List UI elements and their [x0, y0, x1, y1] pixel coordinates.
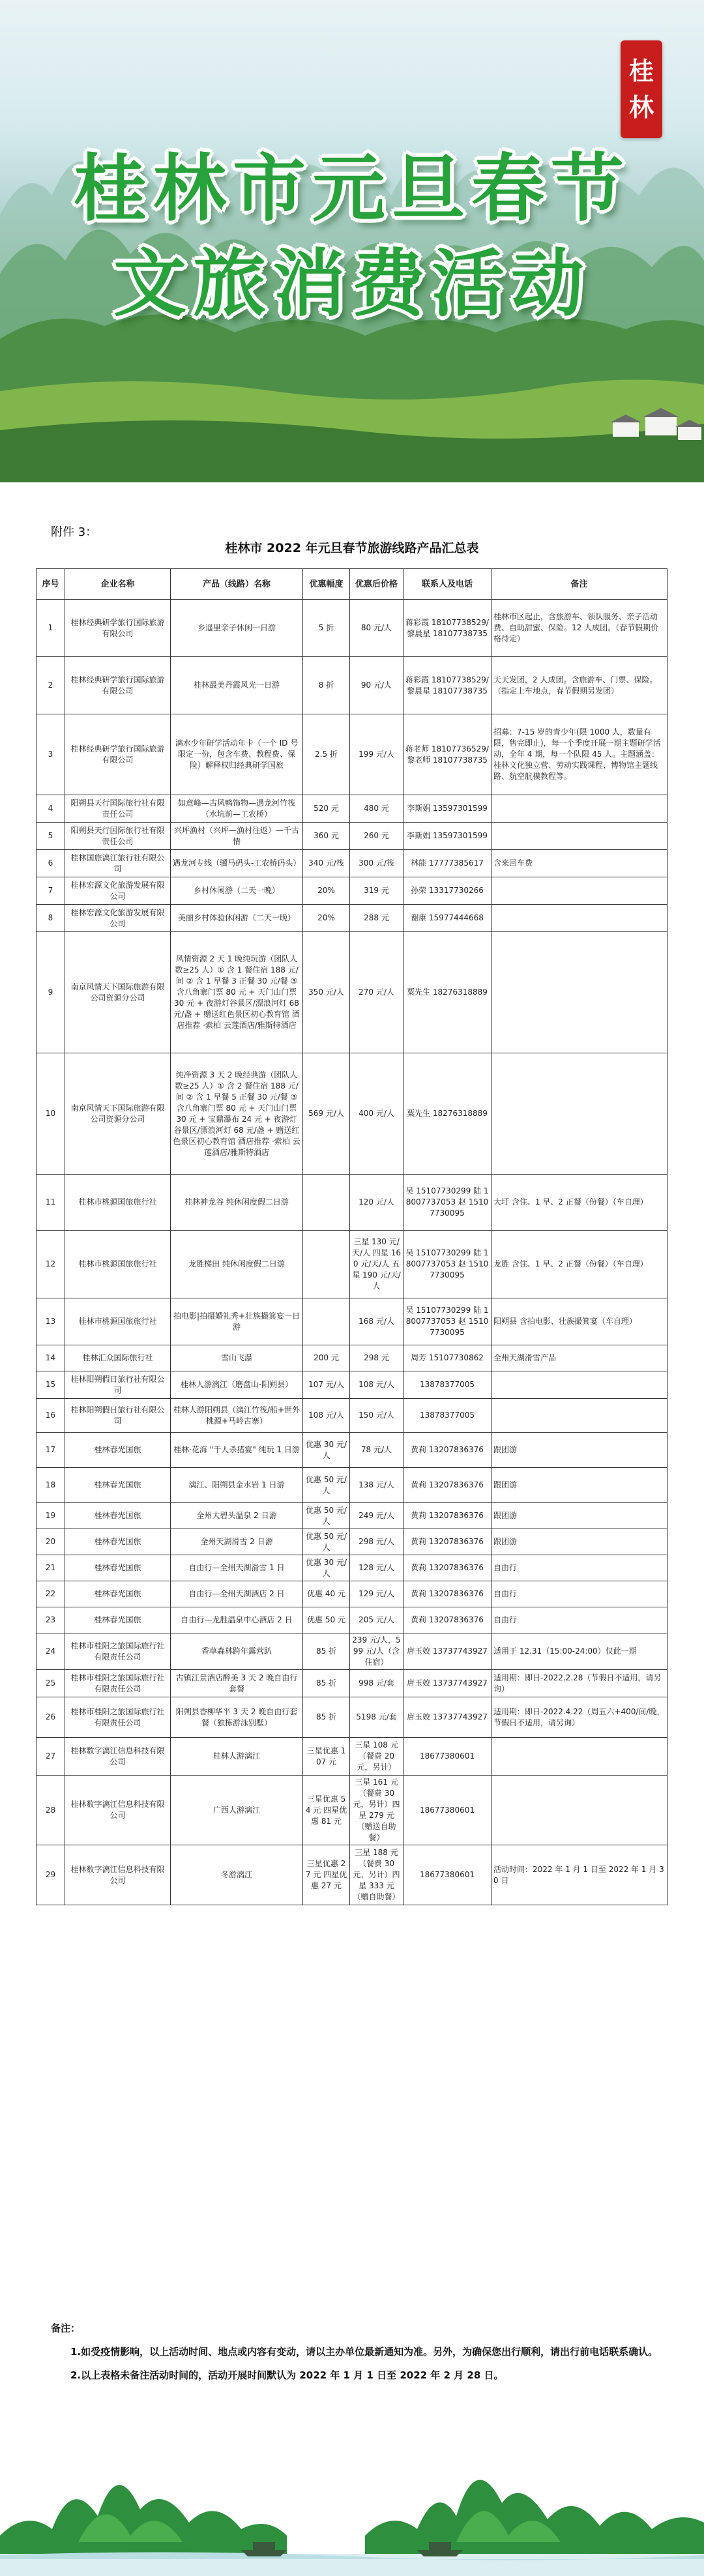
- cell-note: [491, 1399, 667, 1433]
- notes-section: [51, 2317, 664, 2387]
- cell-no: 19: [37, 1503, 65, 1529]
- table-header-row: [37, 569, 667, 600]
- cell-product: 乡遥里亲子休闲一日游: [171, 600, 303, 657]
- cell-no: 24: [37, 1633, 65, 1670]
- cell-contact: 18677380601: [403, 1738, 491, 1776]
- cell-note: 跟团游: [491, 1503, 667, 1529]
- table-row: [37, 1529, 667, 1555]
- cell-company: 桂林经典研学旅行国际旅游有限公司: [65, 714, 171, 795]
- cell-discount: 优惠 30 元/人: [303, 1555, 350, 1581]
- table-row: [37, 905, 667, 932]
- cell-product: 龙胜梯田 纯休闲度假二日游: [171, 1231, 303, 1298]
- cell-product: 桂林最美丹霞风光一日游: [171, 657, 303, 714]
- header-note: 备注: [491, 569, 667, 600]
- header-price: 优惠后价格: [350, 569, 403, 600]
- table-row: [37, 714, 667, 795]
- cell-company: 桂林数字漓江信息科技有限公司: [65, 1845, 171, 1905]
- cell-no: 21: [37, 1555, 65, 1581]
- cell-contact: 黄莉 13207836376: [403, 1503, 491, 1529]
- table-row: [37, 600, 667, 657]
- cell-contact: 13878377005: [403, 1371, 491, 1399]
- table-row: [37, 823, 667, 850]
- cell-company: 桂林春光国旅: [65, 1503, 171, 1529]
- cell-contact: 唐玉姣 13737743927: [403, 1670, 491, 1697]
- cell-price: 三星 108 元（餐费 20 元，另计）: [350, 1738, 403, 1776]
- cell-note: 桂林市区起止，含旅游车、领队服务、亲子活动费、自助甜蜜、保险。12 人成团。（春节假期价格待定）: [491, 600, 667, 657]
- cell-discount: 200 元: [303, 1345, 350, 1371]
- table-row: [37, 1633, 667, 1670]
- cell-price: 150 元/人: [350, 1399, 403, 1433]
- cell-no: 15: [37, 1371, 65, 1399]
- cell-no: 25: [37, 1670, 65, 1697]
- cell-discount: [303, 1231, 350, 1298]
- table-row: [37, 1581, 667, 1607]
- cell-discount: 520 元: [303, 795, 350, 823]
- cell-product: 纯净资源 3 天 2 晚经典游（团队人数≥25 人）① 含 2 餐住宿 188 元/间 ② 含 1 早餐 5 正餐 30 元/餐 ③ 含八角寨门票 80 元 + 天门山门票 30 元 + 宝鼎瀑布 24 元 + 夜游灯谷景区/漂浪河灯 68 元/盏 + 赠送红色景区初心教育馆 酒店推荐 ·索柏 云莲酒店/雅斯特酒店: [171, 1053, 303, 1175]
- cell-company: 桂林市桃源国旅旅行社: [65, 1298, 171, 1345]
- cell-price: 168 元/人: [350, 1298, 403, 1345]
- cell-product: 自由行—全州天湖酒店 2 日: [171, 1581, 303, 1607]
- cell-no: 4: [37, 795, 65, 823]
- hero-banner: [0, 0, 704, 482]
- cell-note: 适用期：即日-2022.2.28（节假日不适用，请另询）: [491, 1670, 667, 1697]
- cell-price: 138 元/人: [350, 1468, 403, 1503]
- cell-contact: 吴 15107730299 陆 18007737053 赵 15107730095: [403, 1175, 491, 1231]
- cell-discount: 优惠 50 元: [303, 1607, 350, 1633]
- cell-price: 90 元/人: [350, 657, 403, 714]
- cell-product: 广西人游漓江: [171, 1776, 303, 1845]
- cell-product: 全州天湖滑雪 2 日游: [171, 1529, 303, 1555]
- cell-contact: 黄莉 13207836376: [403, 1468, 491, 1503]
- cell-discount: 优惠 50 元/人: [303, 1468, 350, 1503]
- cell-price: 249 元/人: [350, 1503, 403, 1529]
- table-row: [37, 1231, 667, 1298]
- cell-discount: 8 折: [303, 657, 350, 714]
- cell-company: 桂林数字漓江信息科技有限公司: [65, 1738, 171, 1776]
- cell-discount: 108 元/人: [303, 1399, 350, 1433]
- cell-product: 雪山飞瀑: [171, 1345, 303, 1371]
- cell-company: 桂林市桂阳之旅国际旅行社有限责任公司: [65, 1697, 171, 1738]
- cell-product: 自由行—龙胜温泉中心酒店 2 日: [171, 1607, 303, 1633]
- cell-product: 桂林·花海 "千人杀猪宴" 纯玩 1 日游: [171, 1433, 303, 1468]
- cell-no: 18: [37, 1468, 65, 1503]
- cell-note: 龙胜 含住、1 早、2 正餐（份餐）（车自理）: [491, 1231, 667, 1298]
- cell-note: 全州天湖滑雪产品: [491, 1345, 667, 1371]
- table-row: [37, 1175, 667, 1231]
- cell-price: 260 元: [350, 823, 403, 850]
- cell-discount: 优惠 40 元: [303, 1581, 350, 1607]
- header-product: 产品（线路）名称: [171, 569, 303, 600]
- cell-price: 239 元/人，599 元/人（含住宿）: [350, 1633, 403, 1670]
- cell-discount: 360 元: [303, 823, 350, 850]
- cell-contact: 吴 15107730299 陆 18007737053 赵 15107730095: [403, 1231, 491, 1298]
- cell-price: 120 元/人: [350, 1175, 403, 1231]
- table-row: [37, 1697, 667, 1738]
- table-row: [37, 1503, 667, 1529]
- cell-no: 16: [37, 1399, 65, 1433]
- cell-company: 南京风情天下国际旅游有限公司资源分公司: [65, 1053, 171, 1175]
- cell-discount: 340 元/筏: [303, 850, 350, 877]
- cell-discount: 三星优惠 107 元: [303, 1738, 350, 1776]
- cell-product: 桂林神龙谷 纯休闲度假二日游: [171, 1175, 303, 1231]
- cell-note: 自由行: [491, 1607, 667, 1633]
- table-row: [37, 1345, 667, 1371]
- cell-contact: 黄莉 13207836376: [403, 1529, 491, 1555]
- cell-product: 自由行—全州天湖滑雪 1 日: [171, 1555, 303, 1581]
- cell-company: 桂林春光国旅: [65, 1607, 171, 1633]
- cell-contact: 林能 17777385617: [403, 850, 491, 877]
- table-row: [37, 932, 667, 1053]
- cell-product: 遇龙河专线（骥马码头-工农桥码头）: [171, 850, 303, 877]
- cell-product: 美丽乡村体验休闲游（二天一晚）: [171, 905, 303, 932]
- table-row: [37, 1399, 667, 1433]
- cell-note: [491, 932, 667, 1053]
- cell-note: 适用期：即日-2022.4.22（周五六+400/间/晚，节假日不适用，请另询）: [491, 1697, 667, 1738]
- cell-price: 298 元: [350, 1345, 403, 1371]
- cell-note: [491, 823, 667, 850]
- note-item-1: 1.如受疫情影响，以上活动时间、地点或内容有变动，请以主办单位最新通知为准。另外，为确保您出行顺利，请出行前电话联系确认。: [70, 2346, 658, 2358]
- cell-no: 6: [37, 850, 65, 877]
- cell-no: 8: [37, 905, 65, 932]
- table-row: [37, 877, 667, 905]
- cell-contact: 黄莉 13207836376: [403, 1607, 491, 1633]
- cell-price: 270 元/人: [350, 932, 403, 1053]
- cell-no: 28: [37, 1776, 65, 1845]
- cell-company: 桂林市桂阳之旅国际旅行社有限责任公司: [65, 1633, 171, 1670]
- cell-company: 阳朔县天行国际旅行社有限责任公司: [65, 823, 171, 850]
- cell-no: 7: [37, 877, 65, 905]
- cell-discount: [303, 1175, 350, 1231]
- table-row: [37, 1607, 667, 1633]
- cell-product: 兴坪漁村（兴坪—漁村往返）—千古情: [171, 823, 303, 850]
- cell-price: 三星 161 元（餐费 30 元，另计）四星 279 元（赠送自助餐）: [350, 1776, 403, 1845]
- cell-company: 桂林经典研学旅行国际旅游有限公司: [65, 657, 171, 714]
- cell-product: 漓水少年研学活动年卡（一个 ID 号限定一份，包含车费、教程费、保险）解释权归经典研学国旅: [171, 714, 303, 795]
- cell-note: [491, 1738, 667, 1776]
- cell-no: 13: [37, 1298, 65, 1345]
- cell-company: 桂林春光国旅: [65, 1468, 171, 1503]
- cell-discount: 优惠 50 元/人: [303, 1529, 350, 1555]
- cell-price: 5198 元/套: [350, 1697, 403, 1738]
- cell-company: 桂林阳朔假日旅行社有限公司: [65, 1371, 171, 1399]
- banner-title-line-1: 桂林市元旦春节: [74, 147, 630, 231]
- guilin-seal-logo: [621, 40, 662, 138]
- cell-contact: 黄莉 13207836376: [403, 1555, 491, 1581]
- cell-product: 桂林人游漓江: [171, 1738, 303, 1776]
- header-contact: 联系人及电话: [403, 569, 491, 600]
- cell-price: 205 元/人: [350, 1607, 403, 1633]
- cell-no: 9: [37, 932, 65, 1053]
- table-row: [37, 795, 667, 823]
- banner-title-line-2: 文旅消费活动: [113, 242, 591, 327]
- cell-contact: 蒋彩霞 18107738529/黎晨星 18107738735: [403, 600, 491, 657]
- cell-company: 南京风情天下国际旅游有限公司资源分公司: [65, 932, 171, 1053]
- cell-discount: 5 折: [303, 600, 350, 657]
- cell-price: 80 元/人: [350, 600, 403, 657]
- cell-company: 桂林汇众国际旅行社: [65, 1345, 171, 1371]
- cell-product: 全州大碧头温泉 2 日游: [171, 1503, 303, 1529]
- table-row: [37, 1053, 667, 1175]
- cell-price: 199 元/人: [350, 714, 403, 795]
- table-row: [37, 1670, 667, 1697]
- footer-decoration: [0, 2438, 704, 2576]
- cell-note: 含来回车费: [491, 850, 667, 877]
- table-row: [37, 1298, 667, 1345]
- cell-note: 跟团游: [491, 1433, 667, 1468]
- cell-note: 自由行: [491, 1581, 667, 1607]
- cell-discount: 85 折: [303, 1633, 350, 1670]
- cell-contact: 吴 15107730299 陆 18007737053 赵 15107730095: [403, 1298, 491, 1345]
- cell-note: 跟团游: [491, 1468, 667, 1503]
- cell-company: 桂林春光国旅: [65, 1433, 171, 1468]
- cell-contact: 谢康 15977444668: [403, 905, 491, 932]
- table-row: [37, 850, 667, 877]
- cell-note: [491, 877, 667, 905]
- cell-price: 400 元/人: [350, 1053, 403, 1175]
- cell-price: 480 元: [350, 795, 403, 823]
- cell-discount: 三星优惠 54 元 四星优惠 81 元: [303, 1776, 350, 1845]
- cell-discount: 85 折: [303, 1670, 350, 1697]
- cell-note: 招募：7-15 岁的青少年(限 1000 人，数量有限，售完即止)，每一个季度开展一期主题研学活动，全年 4 期，每一个队限 45 人。主题涵盖：桂林文化独立营、劳动实践课程、博物馆主题线路、航空航模教程等。: [491, 714, 667, 795]
- cell-company: 阳朔县天行国际旅行社有限责任公司: [65, 795, 171, 823]
- cell-note: 自由行: [491, 1555, 667, 1581]
- cell-note: [491, 905, 667, 932]
- cell-product: 漓江、阳朔县金水岩 1 日游: [171, 1468, 303, 1503]
- cell-no: 14: [37, 1345, 65, 1371]
- cell-discount: 350 元/人: [303, 932, 350, 1053]
- cell-note: 活动时间：2022 年 1 月 1 日至 2022 年 1 月 30 日: [491, 1845, 667, 1905]
- cell-contact: 唐玉姣 13737743927: [403, 1633, 491, 1670]
- cell-no: 20: [37, 1529, 65, 1555]
- cell-price: 108 元/人: [350, 1371, 403, 1399]
- cell-price: 998 元/套: [350, 1670, 403, 1697]
- cell-no: 3: [37, 714, 65, 795]
- table-body: [37, 600, 667, 1905]
- cell-product: 古镇江景酒店醉美 3 天 2 晚自由行套餐: [171, 1670, 303, 1697]
- cell-note: [491, 1776, 667, 1845]
- cell-note: [491, 1053, 667, 1175]
- table-row: [37, 1433, 667, 1468]
- table-row: [37, 1555, 667, 1581]
- cell-company: 桂林春光国旅: [65, 1555, 171, 1581]
- cell-discount: 优惠 50 元/人: [303, 1503, 350, 1529]
- cell-discount: 优惠 30 元/人: [303, 1433, 350, 1468]
- cell-price: 298 元/人: [350, 1529, 403, 1555]
- cell-no: 23: [37, 1607, 65, 1633]
- cell-product: 香草森林跨年露营趴: [171, 1633, 303, 1670]
- annex-label: 附件 3：: [51, 525, 98, 539]
- seal-char-1: 桂: [628, 56, 654, 85]
- cell-no: 27: [37, 1738, 65, 1776]
- cell-discount: 20%: [303, 905, 350, 932]
- cell-discount: 569 元/人: [303, 1053, 350, 1175]
- notes-heading: 备注：: [51, 2322, 81, 2334]
- header-no: 序号: [37, 569, 65, 600]
- cell-contact: 李斯娟 13597301599: [403, 795, 491, 823]
- cell-note: [491, 795, 667, 823]
- cell-contact: 粟先生 18276318889: [403, 932, 491, 1053]
- cell-company: 桂林数字漓江信息科技有限公司: [65, 1776, 171, 1845]
- cell-price: 三星 188 元（餐费 30 元，另计）四星 333 元（赠自助餐）: [350, 1845, 403, 1905]
- table-row: [37, 1776, 667, 1845]
- cell-note: 阳朔县 含拍电影、壮族撮箕宴（车自理）: [491, 1298, 667, 1345]
- cell-note: 天天发团，2 人成团。含旅游车、门票、保险。（指定上车地点，春节假期另发团）: [491, 657, 667, 714]
- table-row: [37, 1845, 667, 1905]
- cell-no: 10: [37, 1053, 65, 1175]
- product-table: [36, 568, 667, 1905]
- cell-discount: 三星优惠 27 元 四星优惠 27 元: [303, 1845, 350, 1905]
- table-row: [37, 1738, 667, 1776]
- cell-contact: 周芳 15107730862: [403, 1345, 491, 1371]
- cell-no: 5: [37, 823, 65, 850]
- cell-product: 风情资源 2 天 1 晚纯玩游（团队人数≥25 人）① 含 1 餐住宿 188 元/间 ② 含 1 早餐 3 正餐 30 元/餐 ③ 含八角寨门票 80 元 + 天门山门票 30 元 + 夜游灯谷景区/漂浪河灯 68 元/盏 + 赠送红色景区初心教育馆 酒店推荐 ·索柏 云莲酒店/雅斯特酒店: [171, 932, 303, 1053]
- table-row: [37, 1371, 667, 1399]
- header-company: 企业名称: [65, 569, 171, 600]
- table-row: [37, 657, 667, 714]
- table-row: [37, 1468, 667, 1503]
- cell-contact: 黄莉 13207836376: [403, 1433, 491, 1468]
- footer-karst-hills-illustration: [0, 2438, 704, 2576]
- cell-contact: 李斯娟 13597301599: [403, 823, 491, 850]
- cell-contact: 蒋彩霞 18107738529/黎晨星 18107738735: [403, 657, 491, 714]
- cell-contact: 唐玉姣 13737743927: [403, 1697, 491, 1738]
- cell-product: 冬游漓江: [171, 1845, 303, 1905]
- cell-price: 300 元/筏: [350, 850, 403, 877]
- cell-company: 桂林国旅漓江旅行社有限公司: [65, 850, 171, 877]
- cell-company: 桂林宏源文化旅游发展有限公司: [65, 877, 171, 905]
- cell-price: 三星 130 元/天/人 四星 160 元/天/人 五星 190 元/天/人: [350, 1231, 403, 1298]
- cell-note: [491, 1371, 667, 1399]
- cell-product: 桂林人游阳朔县（漓江竹筏/船+世外桃源+马岭古寨）: [171, 1399, 303, 1433]
- cell-company: 桂林春光国旅: [65, 1529, 171, 1555]
- cell-no: 26: [37, 1697, 65, 1738]
- cell-product: 阳朔县香柳华平 3 天 2 晚自由行套餐（独栋游泳别墅）: [171, 1697, 303, 1738]
- cell-discount: [303, 1298, 350, 1345]
- cell-company: 桂林市桃源国旅旅行社: [65, 1231, 171, 1298]
- cell-discount: 85 折: [303, 1697, 350, 1738]
- cell-contact: 蒋老师 18107736529/黎老师 18107738735: [403, 714, 491, 795]
- cell-no: 12: [37, 1231, 65, 1298]
- cell-company: 桂林经典研学旅行国际旅游有限公司: [65, 600, 171, 657]
- cell-note: 适用于 12.31（15:00-24:00）仅此一期: [491, 1633, 667, 1670]
- cell-no: 22: [37, 1581, 65, 1607]
- cell-note: 大圩 含住、1 早、2 正餐（份餐）（车自理）: [491, 1175, 667, 1231]
- cell-no: 11: [37, 1175, 65, 1231]
- cell-contact: 13878377005: [403, 1399, 491, 1433]
- cell-price: 128 元/人: [350, 1555, 403, 1581]
- seal-char-2: 林: [628, 93, 654, 122]
- cell-discount: 20%: [303, 877, 350, 905]
- cell-company: 桂林春光国旅: [65, 1581, 171, 1607]
- cell-product: 如意峰—古风鸭饰物—遇龙河竹筏（水坑前—工农桥）: [171, 795, 303, 823]
- cell-price: 78 元/人: [350, 1433, 403, 1468]
- cell-price: 129 元/人: [350, 1581, 403, 1607]
- note-item-2: 2.以上表格未备注活动时间的，活动开展时间默认为 2022 年 1 月 1 日至 2022 年 2 月 28 日。: [70, 2369, 504, 2381]
- cell-contact: 18677380601: [403, 1776, 491, 1845]
- cell-no: 1: [37, 600, 65, 657]
- cell-company: 桂林宏源文化旅游发展有限公司: [65, 905, 171, 932]
- cell-product: 拍电影|拍摄婚礼秀+壮族撮箕宴一日游: [171, 1298, 303, 1345]
- document-title: 桂林市 2022 年元旦春节旅游线路产品汇总表: [225, 541, 479, 555]
- cell-company: 桂林阳朔假日旅行社有限公司: [65, 1399, 171, 1433]
- cell-no: 2: [37, 657, 65, 714]
- cell-contact: 孙荣 13317730266: [403, 877, 491, 905]
- header-discount: 优惠幅度: [303, 569, 350, 600]
- cell-product: 乡村休闲游（二天一晚）: [171, 877, 303, 905]
- cell-note: 跟团游: [491, 1529, 667, 1555]
- cell-company: 桂林市桂阳之旅国际旅行社有限责任公司: [65, 1670, 171, 1697]
- cell-discount: 2.5 折: [303, 714, 350, 795]
- cell-contact: 18677380601: [403, 1845, 491, 1905]
- cell-contact: 粟先生 18276318889: [403, 1053, 491, 1175]
- cell-no: 17: [37, 1433, 65, 1468]
- cell-discount: 107 元/人: [303, 1371, 350, 1399]
- cell-company: 桂林市桃源国旅旅行社: [65, 1175, 171, 1231]
- cell-no: 29: [37, 1845, 65, 1905]
- cell-product: 桂林人游漓江（磨盘山-阳朔县）: [171, 1371, 303, 1399]
- cell-contact: 黄莉 13207836376: [403, 1581, 491, 1607]
- cell-price: 319 元: [350, 877, 403, 905]
- cell-price: 288 元: [350, 905, 403, 932]
